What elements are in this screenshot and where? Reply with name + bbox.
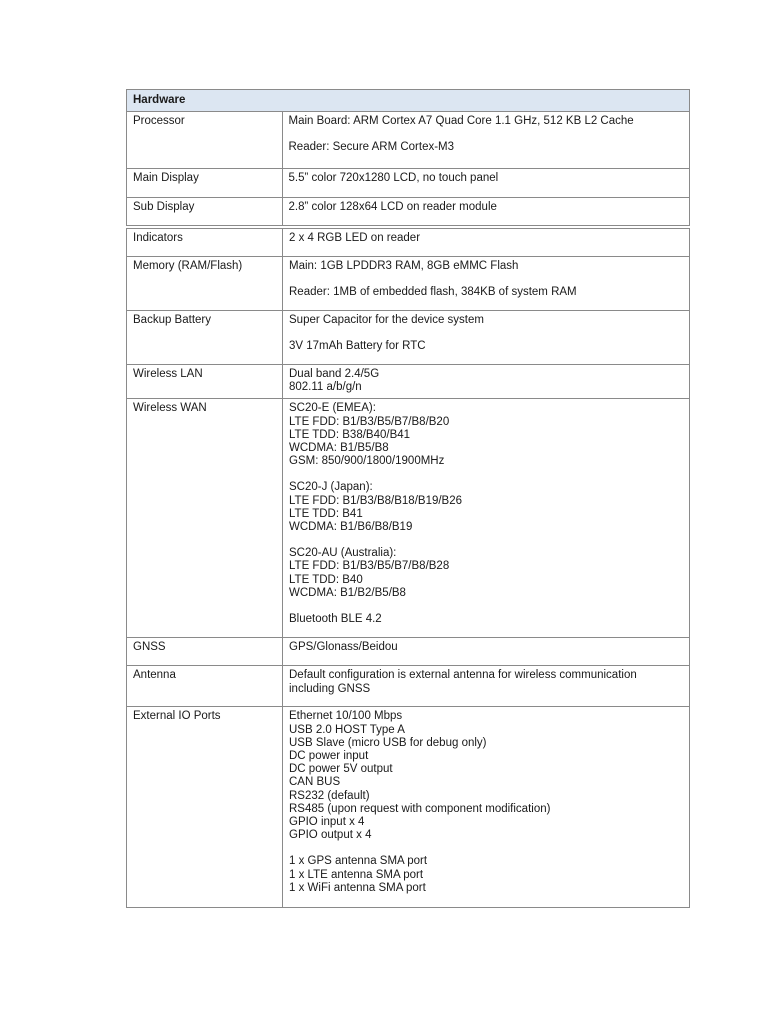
- row-label: Wireless WAN: [127, 399, 283, 638]
- row-label: GNSS: [127, 638, 283, 666]
- value-paragraph: GPS/Glonass/Beidou: [289, 641, 398, 654]
- hardware-heading: Hardware: [127, 90, 283, 112]
- value-paragraph: 3V 17mAh Battery for RTC: [289, 340, 426, 353]
- table-row: [127, 666, 690, 707]
- row-label: Main Display: [127, 169, 283, 198]
- hardware-spec-table-continued: [126, 228, 690, 908]
- value-paragraph: Super Capacitor for the device system: [289, 314, 484, 326]
- row-label: Wireless LAN: [127, 365, 283, 399]
- table-row: [127, 229, 690, 257]
- row-label: Antenna: [127, 666, 283, 707]
- row-label: Memory (RAM/Flash): [127, 257, 283, 311]
- value-paragraph: 2 x 4 RGB LED on reader: [289, 232, 421, 244]
- value-paragraph: 1 x GPS antenna SMA port 1 x LTE antenna SMA port 1 x WiFi antenna SMA port: [289, 855, 428, 894]
- table-row: [127, 707, 690, 908]
- table-row: [127, 257, 690, 311]
- table-row: [127, 311, 690, 365]
- value-paragraph: 2.8” color 128x64 LCD on reader module: [288, 201, 497, 213]
- row-label: Processor: [127, 112, 283, 169]
- value-paragraph: Dual band 2.4/5G 802.11 a/b/g/n: [289, 368, 380, 394]
- value-paragraph: 5.5” color 720x1280 LCD, no touch panel: [288, 172, 499, 184]
- row-value: [283, 638, 690, 666]
- value-paragraph: Main: 1GB LPDDR3 RAM, 8GB eMMC Flash: [289, 260, 519, 272]
- table-row: [127, 169, 690, 198]
- value-paragraph: Ethernet 10/100 Mbps USB 2.0 HOST Type A USB Slave (micro USB for debug only) DC power input DC power 5V output CAN BUS RS232 (default) RS485 (upon request with component modification) GPIO input x 4 GPIO output x 4: [289, 710, 551, 842]
- table-row: [127, 638, 690, 666]
- row-label: Indicators: [127, 229, 283, 257]
- row-label: Sub Display: [127, 198, 283, 226]
- table-row: [127, 365, 690, 399]
- table-header-row: [127, 90, 690, 112]
- value-paragraph: Bluetooth BLE 4.2: [289, 613, 382, 626]
- row-value: [283, 257, 690, 311]
- value-paragraph: Main Board: ARM Cortex A7 Quad Core 1.1 GHz, 512 KB L2 Cache: [288, 115, 634, 127]
- table-row: [127, 198, 690, 226]
- row-value: [282, 112, 690, 169]
- row-label: External IO Ports: [127, 707, 283, 908]
- row-value: [283, 365, 690, 399]
- row-value: [283, 666, 690, 707]
- hardware-spec-table: [126, 89, 690, 226]
- row-value: [283, 399, 690, 638]
- row-value: [283, 707, 690, 908]
- table-row: [127, 399, 690, 638]
- value-paragraph: SC20-AU (Australia): LTE FDD: B1/B3/B5/B7/B8/B28 LTE TDD: B40 WCDMA: B1/B2/B5/B8: [289, 547, 450, 599]
- value-paragraph: SC20-E (EMEA): LTE FDD: B1/B3/B5/B7/B8/B20 LTE TDD: B38/B40/B41 WCDMA: B1/B5/B8 GSM: 850/900/1800/1900MHz: [289, 402, 450, 468]
- value-paragraph: Default configuration is external antenna for wireless communication including GNSS: [289, 669, 637, 695]
- row-value: [283, 229, 690, 257]
- value-paragraph: Reader: Secure ARM Cortex-M3: [288, 141, 455, 154]
- header-blank-cell: [282, 90, 690, 112]
- value-paragraph: Reader: 1MB of embedded flash, 384KB of system RAM: [289, 286, 577, 299]
- row-value: [283, 311, 690, 365]
- value-paragraph: SC20-J (Japan): LTE FDD: B1/B3/B8/B18/B19/B26 LTE TDD: B41 WCDMA: B1/B6/B8/B19: [289, 481, 463, 534]
- table-row: [127, 112, 690, 169]
- row-value: [282, 198, 690, 226]
- row-value: [282, 169, 690, 198]
- row-label: Backup Battery: [127, 311, 283, 365]
